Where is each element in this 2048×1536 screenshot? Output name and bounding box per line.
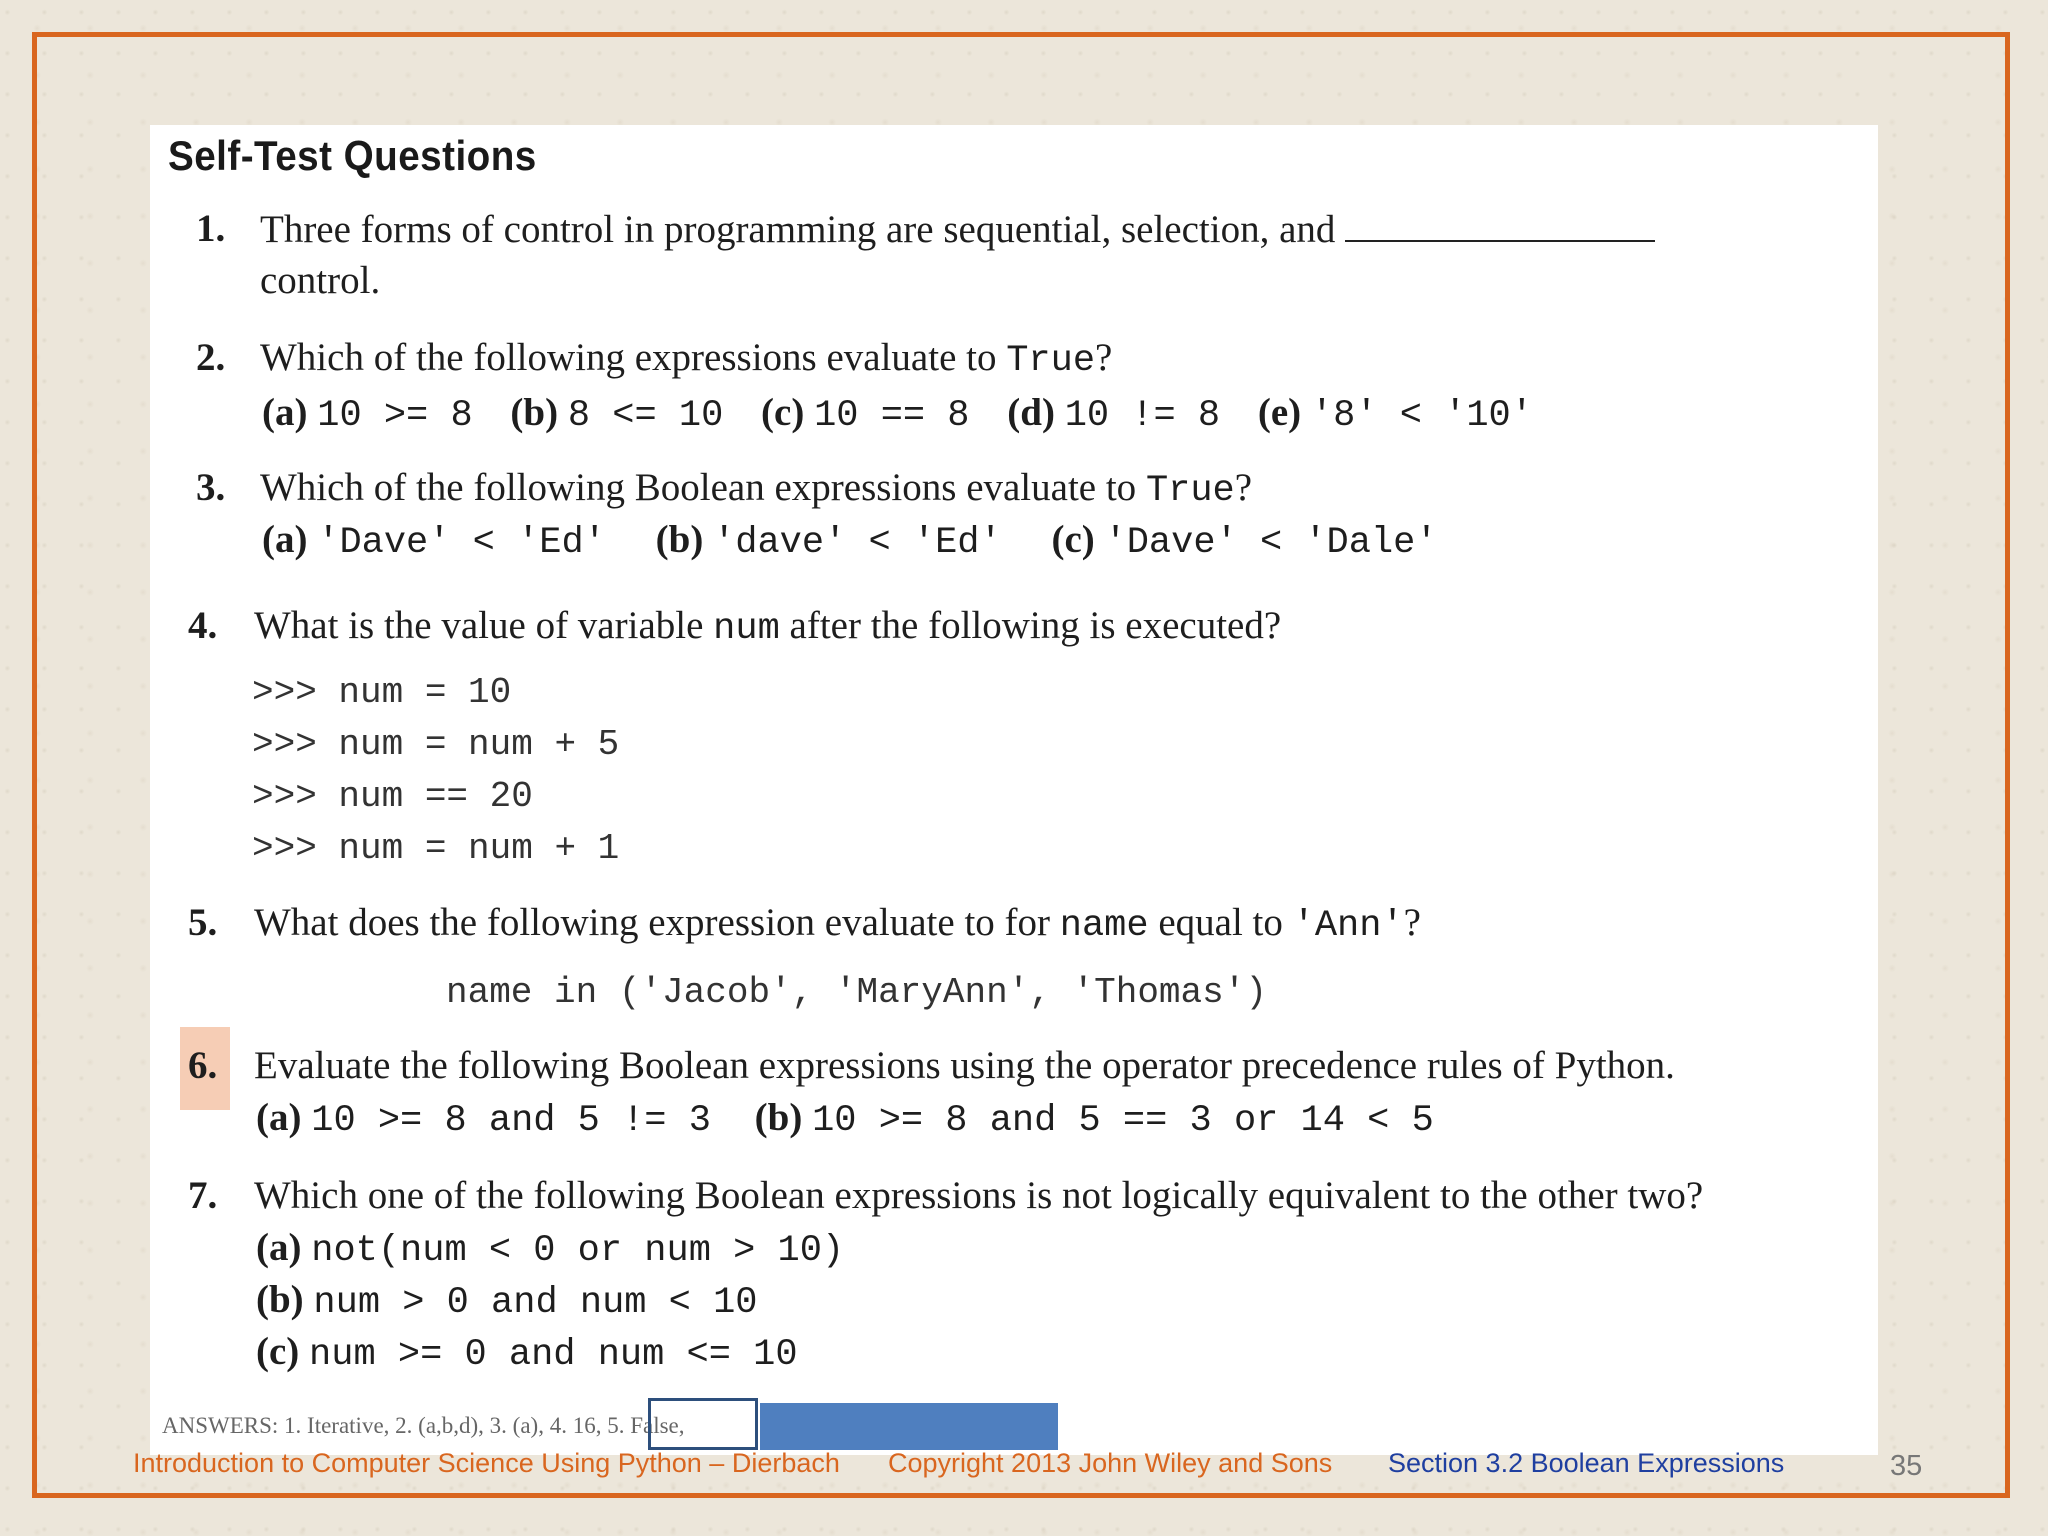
option-code: 8 <= 10: [567, 395, 724, 437]
question-2-qmark: ?: [1095, 336, 1113, 379]
question-1-text: [260, 206, 1655, 252]
code-line: >>> num = num + 5: [252, 724, 620, 765]
question-5-literal: 'Ann': [1292, 905, 1404, 947]
option-code: 10 == 8: [814, 395, 970, 437]
footer-copyright: Copyright 2013 John Wiley and Sons: [888, 1448, 1333, 1478]
question-4-prompt: What is the value of variable: [254, 604, 704, 647]
option-code: 10 >= 8: [317, 395, 473, 437]
question-7-option-a: [256, 1225, 844, 1272]
question-3-qmark: ?: [1234, 466, 1253, 509]
question-1-prompt: Three forms of control in programming are sequential, selection, and: [260, 208, 1336, 251]
question-4-text: [254, 603, 1281, 650]
answer-cover-bar: [760, 1403, 1058, 1450]
question-3-prompt: Which of the following Boolean expressions evaluate to: [260, 466, 1137, 509]
page-number: 35: [1890, 1450, 1923, 1482]
option-code: 'Dave' < 'Ed': [317, 522, 606, 564]
option-code: 10 >= 8 and 5 == 3 or 14 < 5: [812, 1100, 1434, 1142]
footer-section: Section 3.2 Boolean Expressions: [1388, 1448, 1785, 1478]
question-2-text: [260, 335, 1112, 382]
option-label: (c): [256, 1330, 300, 1373]
option-label: (a): [262, 391, 308, 434]
option-label: (b): [256, 1278, 304, 1321]
option-code: not(num < 0 or num > 10): [311, 1230, 845, 1272]
question-5-text: [254, 900, 1421, 947]
question-2-number: 2.: [196, 336, 226, 379]
question-4-var: num: [713, 608, 780, 650]
question-2-prompt: Which of the following expressions evaluate to: [260, 336, 997, 379]
footer-book-title: Introduction to Computer Science Using Python – Dierbach: [133, 1448, 840, 1478]
answers-boxed-text: 5. False,: [607, 1413, 685, 1438]
code-line: >>> num == 20: [252, 776, 533, 817]
question-4-number: 4.: [188, 604, 218, 647]
option-code: 'Dave' < 'Dale': [1104, 522, 1438, 564]
question-5-prompt-cont: equal to: [1158, 901, 1283, 944]
question-6-text: Evaluate the following Boolean expressions using the operator precedence rules of Python.: [254, 1044, 1675, 1087]
option-code: num >= 0 and num <= 10: [309, 1334, 798, 1376]
option-label: (d): [1007, 391, 1055, 434]
question-3-number: 3.: [196, 466, 226, 509]
code-line: >>> num = num + 1: [252, 828, 620, 869]
option-label: (a): [256, 1226, 302, 1269]
question-6-options: [256, 1095, 1434, 1142]
answers-line: [162, 1413, 685, 1439]
question-3-text: [260, 465, 1252, 512]
option-label: (a): [256, 1096, 302, 1139]
question-2-options: [262, 390, 1533, 437]
code-line: >>> num = 10: [252, 672, 512, 713]
question-7-option-c: [256, 1329, 798, 1376]
option-code: 'dave' < 'Ed': [713, 522, 1002, 564]
question-3-options: [262, 517, 1438, 564]
answers-prefix: ANSWERS: 1. Iterative, 2. (a,b,d), 3. (a), 4. 16,: [162, 1413, 602, 1438]
option-label: (b): [510, 391, 559, 434]
code-line: name in ('Jacob', 'MaryAnn', 'Thomas'): [446, 972, 1267, 1013]
question-5-var: name: [1059, 905, 1149, 947]
option-label: (a): [262, 518, 308, 561]
question-2-true-literal: True: [1006, 340, 1096, 382]
option-label: (e): [1257, 391, 1302, 434]
question-5-qmark: ?: [1403, 901, 1421, 944]
answer-blank: [1345, 206, 1655, 242]
option-code: 10 >= 8 and 5 != 3: [311, 1100, 711, 1142]
option-label: (c): [761, 391, 805, 434]
answer-highlight-box: [648, 1398, 758, 1450]
question-3-true-literal: True: [1145, 470, 1235, 512]
option-code: 10 != 8: [1064, 395, 1221, 437]
question-5-number: 5.: [188, 901, 218, 944]
option-label: (b): [754, 1096, 803, 1139]
option-label: (c): [1051, 518, 1095, 561]
question-4-prompt-cont: after the following is executed?: [789, 604, 1282, 647]
page-title: Self-Test Questions: [168, 132, 537, 179]
question-7-option-b: [256, 1277, 758, 1324]
question-7-text: Which one of the following Boolean expressions is not logically equivalent to the other two?: [254, 1174, 1704, 1217]
question-1-text-cont: control.: [260, 259, 381, 302]
question-5-prompt: What does the following expression evaluate to for: [254, 901, 1051, 944]
question-6-number: 6.: [188, 1044, 218, 1087]
option-code: '8' < '10': [1310, 395, 1533, 437]
question-7-number: 7.: [188, 1174, 218, 1217]
option-code: num > 0 and num < 10: [313, 1282, 758, 1324]
option-label: (b): [655, 518, 704, 561]
question-1-number: 1.: [196, 207, 226, 250]
